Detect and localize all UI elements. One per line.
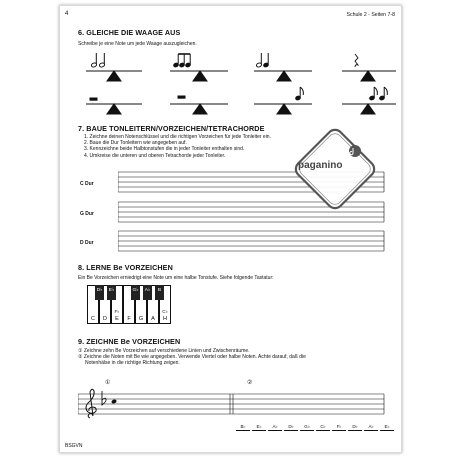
white-key-g: G: [135, 285, 147, 324]
flat-sign-icon: [102, 391, 106, 405]
answer-blank[interactable]: F♭: [332, 424, 346, 431]
white-key-h: H: [159, 285, 171, 324]
answer-blank[interactable]: E♭: [380, 424, 394, 431]
answer-blank[interactable]: G♭: [300, 424, 314, 431]
exercise-marker-1: ①: [105, 380, 111, 386]
staff-label-c-dur: C Dur: [80, 181, 94, 187]
staff-d-dur[interactable]: [118, 228, 388, 254]
answer-blank[interactable]: C♭: [316, 424, 330, 431]
white-key-a: A: [147, 285, 159, 324]
flat-exercise-staff[interactable]: [78, 388, 388, 420]
page-header-right: Schule 2 - Seiten 7-8: [346, 12, 395, 18]
black-key: G♭: [131, 285, 140, 300]
white-key-f: F: [123, 285, 135, 324]
section6-instruction: Schreibe je eine Note um jede Waage auszugleichen.: [78, 41, 197, 47]
staff-label-g-dur: G Dur: [80, 211, 94, 217]
section9-step: ① Zeichne zehn Be Vorzeichen auf verschiedene Linien und Zwischenräume.: [78, 348, 250, 354]
section7-step: 3. Kennzeichne beide Halbtonstufen die in jeder Tonleiter enthalten sind.: [84, 146, 245, 153]
key-alt-label: C♭: [162, 309, 168, 314]
section9-step: ② Zeichne die Noten mit Be wie angegeben. Verwende Viertel oder halbe Noten. Achte darauf, daß die: [78, 354, 306, 361]
worksheet-page: [59, 5, 402, 453]
piano-keyboard: [87, 285, 171, 324]
answer-blank[interactable]: A♭: [364, 424, 378, 431]
treble-clef-icon: [86, 389, 96, 418]
footer-code: BSGVN: [65, 443, 83, 449]
page-number: 4: [65, 11, 69, 17]
section6-title: 6. GLEICHE DIE WAAGE AUS: [78, 28, 181, 37]
staff-label-d-dur: D Dur: [80, 240, 94, 246]
section7-title: 7. BAUE TONLEITERN/VORZEICHEN/TETRACHORDE: [78, 124, 265, 133]
key-alt-label: F♭: [114, 309, 120, 314]
section7-step: 1. Zeichne deinen Notenschlüssel und die richtigen Vorzeichen für jede Tonleiter ein.: [84, 134, 271, 140]
section8-instruction: Ein Be Vorzeichen erniedrigt eine Note um eine halbe Tonstufe. Siehe folgende Tastatur:: [78, 275, 274, 281]
section7-step: 2. Baue die Dur Tonleitern wie angegeben auf.: [84, 140, 187, 147]
white-key-c: C: [87, 285, 99, 324]
white-key-e: E: [111, 285, 123, 324]
section9-title: 9. ZEICHNE Be VORZEICHEN: [78, 337, 181, 346]
black-key: B: [155, 285, 164, 300]
section8-title: 8. LERNE Be VORZEICHEN: [78, 263, 173, 272]
section9-steps: [78, 348, 306, 367]
answer-blank[interactable]: B♭: [236, 424, 250, 431]
black-key: E♭: [107, 285, 116, 300]
answer-blank[interactable]: D♭: [284, 424, 298, 431]
white-key-d: D: [99, 285, 111, 324]
answer-blank[interactable]: D♭: [348, 424, 362, 431]
flat-answer-labels: [236, 424, 396, 434]
black-key: A♭: [143, 285, 152, 300]
answer-blank[interactable]: A♭: [268, 424, 282, 431]
exercise-marker-2: ②: [247, 380, 253, 386]
section7-steps: [84, 134, 271, 159]
balance-scales: [78, 48, 398, 118]
section7-step: 4. Umkreise die unteren und oberen Tetrachorde jeder Tonleiter.: [84, 152, 226, 159]
watermark-brand: paganino: [298, 160, 343, 171]
black-key: D♭: [95, 285, 104, 300]
answer-blank[interactable]: E♭: [252, 424, 266, 431]
section9-step: Notenhälse in die richtige Richtung zeigen.: [85, 360, 180, 367]
